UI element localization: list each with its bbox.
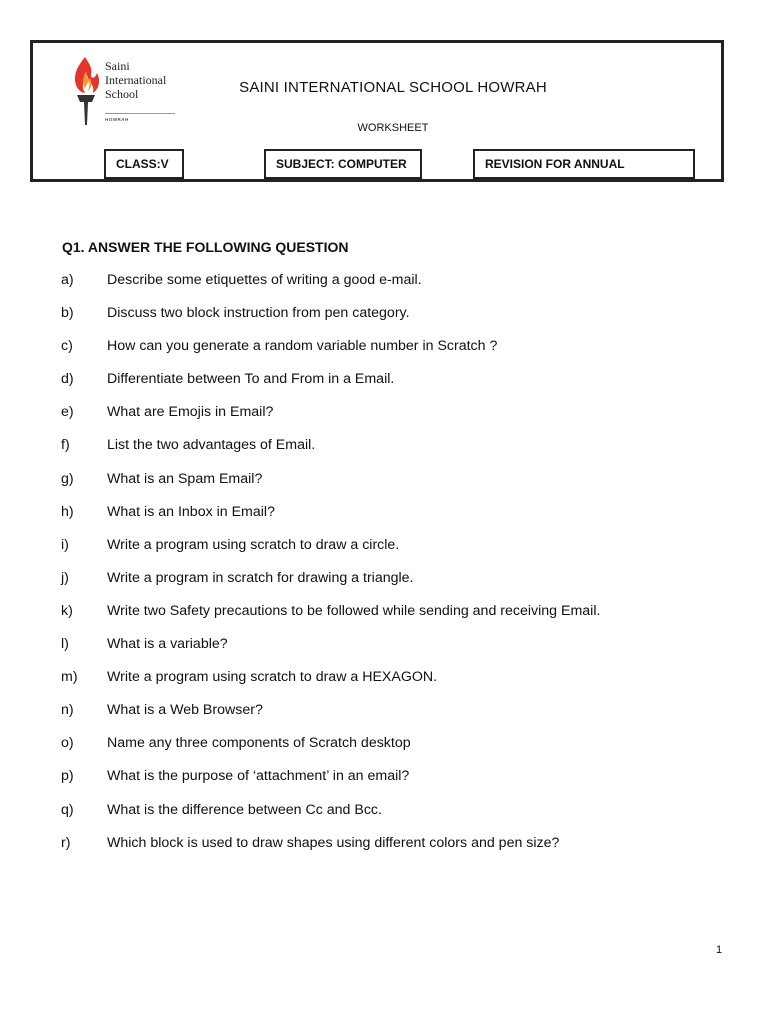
page-number: 1 — [716, 944, 723, 956]
question-letter: g) — [61, 470, 74, 487]
question-letter: p) — [61, 768, 74, 785]
logo-divider — [105, 113, 175, 114]
question-item — [61, 727, 741, 760]
question-item — [61, 297, 741, 330]
question-letter: d) — [61, 371, 74, 388]
question-text: What is the difference between Cc and Bcc. — [107, 801, 382, 818]
question-item — [61, 363, 741, 396]
subject-cell: SUBJECT: COMPUTER — [264, 149, 422, 179]
question-item — [61, 496, 741, 529]
question-item — [61, 330, 741, 363]
question-item — [61, 429, 741, 462]
question-letter: c) — [61, 338, 73, 355]
question-text: Describe some etiquettes of writing a good e-mail. — [107, 272, 422, 288]
question-letter: f) — [61, 437, 70, 454]
question-text: What is an Spam Email? — [107, 470, 263, 487]
question-text: Write a program in scratch for drawing a triangle. — [107, 569, 414, 586]
question-text: What is the purpose of ‘attachment’ in an email? — [107, 768, 410, 785]
question-letter: a) — [61, 272, 74, 288]
question-item — [61, 760, 741, 793]
question-text: What is a variable? — [107, 636, 228, 653]
question-item — [61, 827, 741, 860]
question-text: What is an Inbox in Email? — [107, 503, 275, 520]
torch-flame-icon — [71, 55, 101, 127]
school-name: SAINI INTERNATIONAL SCHOOL HOWRAH — [239, 79, 547, 96]
question-text: Name any three components of Scratch desktop — [107, 735, 411, 752]
question-text: Write a program using scratch to draw a HEXAGON. — [107, 669, 438, 686]
question-text: Discuss two block instruction from pen category. — [107, 305, 410, 322]
question-item — [61, 595, 741, 628]
section-heading: Q1. ANSWER THE FOLLOWING QUESTION — [62, 239, 349, 255]
question-letter: i) — [61, 536, 69, 553]
question-letter: e) — [61, 404, 74, 421]
question-text: Write a program using scratch to draw a circle. — [107, 536, 400, 553]
question-item — [61, 264, 741, 297]
revision-cell: REVISION FOR ANNUAL — [473, 149, 695, 179]
question-text: List the two advantages of Email. — [107, 437, 316, 454]
question-text: Which block is used to draw shapes using different colors and pen size? — [107, 834, 560, 851]
question-item — [61, 694, 741, 727]
question-letter: h) — [61, 503, 74, 520]
question-text: What are Emojis in Email? — [107, 404, 274, 421]
question-item — [61, 463, 741, 496]
question-item — [61, 794, 741, 827]
worksheet-header — [30, 40, 724, 182]
logo-line-1: Saini — [105, 59, 130, 73]
question-list — [61, 264, 741, 860]
question-text: How can you generate a random variable number in Scratch ? — [107, 338, 498, 355]
logo-line-2: International — [105, 73, 167, 87]
question-letter: r) — [61, 834, 71, 851]
question-letter: n) — [61, 702, 74, 719]
question-item — [61, 529, 741, 562]
question-letter: o) — [61, 735, 74, 752]
logo-line-3: School — [105, 87, 139, 101]
question-item — [61, 628, 741, 661]
question-text: Differentiate between To and From in a Email. — [107, 371, 395, 388]
question-item — [61, 396, 741, 429]
question-letter: b) — [61, 305, 74, 322]
question-letter: m) — [61, 669, 78, 686]
question-item — [61, 661, 741, 694]
question-letter: q) — [61, 801, 74, 818]
logo-subtitle: HOWRAH — [105, 117, 129, 122]
question-letter: k) — [61, 602, 73, 619]
question-letter: j) — [61, 569, 69, 586]
class-cell: CLASS:V — [104, 149, 184, 179]
document-type: WORKSHEET — [357, 122, 429, 134]
question-text: Write two Safety precautions to be followed while sending and receiving Email. — [107, 602, 601, 619]
question-text: What is a Web Browser? — [107, 702, 263, 719]
question-letter: l) — [61, 636, 69, 653]
question-item — [61, 562, 741, 595]
